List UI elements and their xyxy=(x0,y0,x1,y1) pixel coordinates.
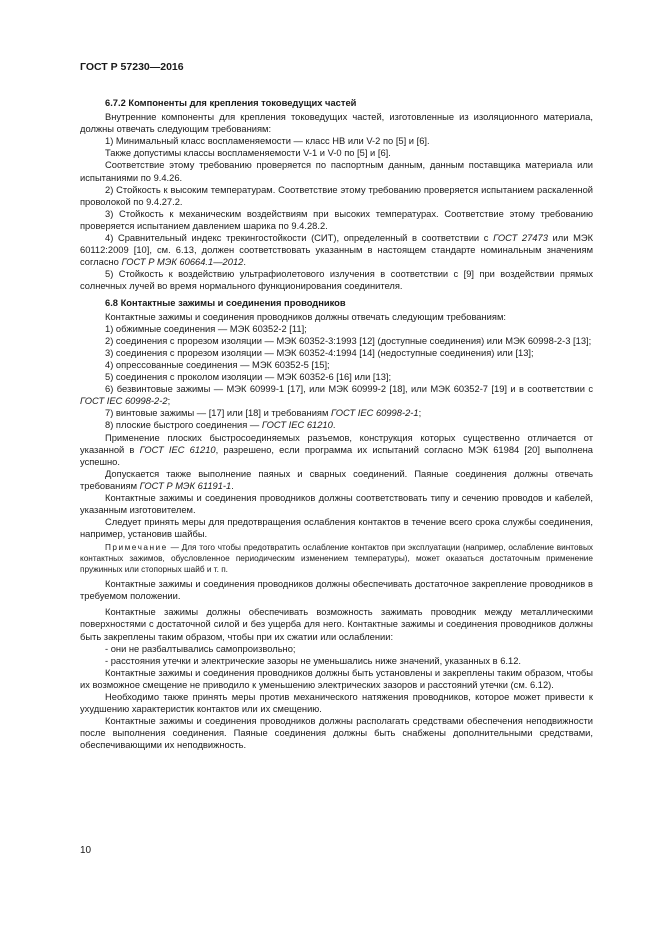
paragraph-text: 6.8 Контактные зажимы и соединения проводников xyxy=(105,297,346,308)
note-paragraph xyxy=(80,543,593,575)
paragraph xyxy=(80,643,593,655)
paragraph-text: 8) плоские быстрого соединения — xyxy=(105,420,262,431)
paragraph-text: Контактные зажимы должны обеспечивать возможность зажимать проводник между металлическими поверхностями с достаточной силой и без ущерба для него. Контактные зажимы и соединения проводников должны быть закреплены таким образом, чтобы при их сжатии или ослаблении: xyxy=(80,607,593,642)
paragraph-text: Контактные зажимы и соединения проводников должны соответствовать типу и сечению проводов и кабелей, указанным изготовителем. xyxy=(80,493,593,516)
paragraph xyxy=(80,208,593,232)
paragraph xyxy=(80,432,593,468)
paragraph xyxy=(80,492,593,516)
paragraph xyxy=(80,667,593,691)
standard-reference: ГОСТ IEC 60998-2-2 xyxy=(80,396,168,407)
paragraph-text: Необходимо также принять меры против механического натяжения проводников, которое может привести к ухудшению характеристик контактов или их смещению. xyxy=(80,692,593,715)
paragraph-text: ; xyxy=(418,408,422,419)
standard-reference: ГОСТ IEC 60998-2-1 xyxy=(331,408,419,419)
paragraph xyxy=(80,578,593,602)
paragraph xyxy=(80,407,593,419)
paragraph xyxy=(80,691,593,715)
section-heading xyxy=(80,97,593,109)
paragraph-text: 7) винтовые зажимы — [17] или [18] и требованиям xyxy=(105,408,332,419)
paragraph xyxy=(80,516,593,540)
standard-reference: ГОСТ IEC 61210 xyxy=(261,420,333,431)
paragraph xyxy=(80,371,593,383)
paragraph-text: Контактные зажимы и соединения проводников должны располагать средствами обеспечения неподвижности после выполнения соединения. Паяные соединения должны быть снабжены дополнительными средствами, обеспечивающими их неподвижность. xyxy=(80,716,593,751)
paragraph xyxy=(80,159,593,183)
page-number: 10 xyxy=(80,845,92,856)
paragraph-text: 3) Стойкость к механическим воздействиям при высоких температурах. Соответствие этому требованию проверяется испытанием давлением шарика по 9.4.28.2. xyxy=(80,208,593,231)
paragraph-text: Применение плоских быстросоединяемых разъемов, конструкция которых существенно отличается от указанной в xyxy=(80,432,593,455)
paragraph-text: 2) соединения с прорезом изоляции — МЭК 60352-3:1993 [12] (доступные соединения) или МЭК 60998-2-3 [13]; xyxy=(105,335,592,346)
paragraph xyxy=(80,311,593,323)
paragraph-text: Контактные зажимы и соединения проводников должны отвечать следующим требованиям: xyxy=(105,311,506,322)
paragraph xyxy=(80,232,593,268)
paragraph-text: Также допустимы классы воспламеняемости V-1 и V-0 по [5] и [6]. xyxy=(105,148,391,159)
paragraph-text: Контактные зажимы и соединения проводников должны быть установлены и закреплены таким образом, чтобы их возможное смещение не приводило к уменьшению электрических зазоров и расстояний утечки (см. 6.12). xyxy=(80,667,593,690)
paragraph-text: - расстояния утечки и электрические зазоры не уменьшались ниже значений, указанных в 6.12. xyxy=(105,655,521,666)
paragraph-text: 4) опрессованные соединения — МЭК 60352-5 [15]; xyxy=(105,359,330,370)
standard-reference: ГОСТ 27473 xyxy=(493,233,548,244)
standard-reference: ГОСТ IEC 61210 xyxy=(139,444,216,455)
paragraph-text: 1) обжимные соединения — МЭК 60352-2 [11]; xyxy=(105,323,307,334)
paragraph xyxy=(80,323,593,335)
paragraph xyxy=(80,135,593,147)
paragraph xyxy=(80,335,593,347)
paragraph xyxy=(80,359,593,371)
paragraph-text: Контактные зажимы и соединения проводников должны обеспечивать достаточное закрепление проводников в требуемом положении. xyxy=(80,579,593,602)
paragraph-text: 3) соединения с прорезом изоляции — МЭК 60352-4:1994 [14] (недоступные соединения) или [13]; xyxy=(105,347,534,358)
paragraph xyxy=(80,606,593,642)
document-header: ГОСТ Р 57230—2016 xyxy=(80,61,184,73)
paragraph-text: 6) безвинтовые зажимы — МЭК 60999-1 [17], или МЭК 60999-2 [18], или МЭК 60352-7 [19] и в соответствии с xyxy=(105,384,593,395)
paragraph xyxy=(80,184,593,208)
paragraph-text: - они не разбалтывались самопроизвольно; xyxy=(105,643,296,654)
standard-reference: ГОСТ Р МЭК 61191-1 xyxy=(139,480,232,491)
paragraph xyxy=(80,347,593,359)
paragraph xyxy=(80,111,593,135)
paragraph-text: 4) Сравнительный индекс трекингостойкости (СИТ), определенный в соответствии с xyxy=(105,233,494,244)
paragraph-text: Соответствие этому требованию проверяется по паспортным данным, данным поставщика материала или испытаниями по 9.4.26. xyxy=(80,160,593,183)
paragraph-text: 6.7.2 Компоненты для крепления токоведущих частей xyxy=(105,98,357,108)
paragraph-text: — Для того чтобы предотвратить ослабление контактов при эксплуатации (например, ослабление винтовых контактных зажимов, обусловленное периодическим изменением температуры), может оказаться достаточным применение пружинных или стопорных шайб и т. п. xyxy=(80,543,593,574)
paragraph-text: . xyxy=(231,480,234,491)
paragraph xyxy=(80,468,593,492)
section-heading xyxy=(80,297,593,309)
paragraph-text: , разрешено, если программа их испытаний согласно МЭК 61984 [20] выполнена успешно. xyxy=(80,444,594,467)
paragraph-text: . xyxy=(332,420,336,431)
paragraph-text: 5) Стойкость к воздействию ультрафиолетового излучения в соответствии с [9] при воздействии прямых солнечных лучей во время нормального функционирования соединителя. xyxy=(80,269,593,292)
paragraph-text: Следует принять меры для предотвращения ослабления контактов в течение всего срока службы соединения, например, установив шайбы. xyxy=(80,517,593,540)
paragraph-text: 2) Стойкость к высоким температурам. Соответствие этому требованию проверяется испытанием раскаленной проволокой по 9.4.27.2. xyxy=(80,184,593,207)
paragraph xyxy=(80,268,593,292)
paragraph-text: ; xyxy=(167,396,171,407)
paragraph-text: Допускается также выполнение паяных и сварных соединений. Паяные соединения должны отвечать требованиям xyxy=(80,468,593,491)
note-label: Примечание xyxy=(105,543,168,553)
paragraph-text: Внутренние компоненты для крепления токоведущих частей, изготовленные из изоляционного материала, должны отвечать следующим требованиям: xyxy=(80,112,593,135)
standard-reference: ГОСТ Р МЭК 60664.1—2012 xyxy=(121,257,244,268)
paragraph-text: 5) соединения с проколом изоляции — МЭК 60352-6 [16] или [13]; xyxy=(105,372,392,383)
paragraph-text: 1) Минимальный класс воспламеняемости — класс НВ или V-2 по [5] и [6]. xyxy=(105,136,430,147)
paragraph xyxy=(80,655,593,667)
paragraph-text: . xyxy=(243,257,246,268)
paragraph-text: или МЭК 60112:2009 [10], см. 6.13, должен соответствовать указанным в настоящем стандарте номинальным значениям согласно xyxy=(80,233,594,268)
paragraph xyxy=(80,715,593,751)
paragraph xyxy=(80,383,593,407)
paragraph xyxy=(80,419,593,431)
document-body xyxy=(80,93,593,751)
paragraph xyxy=(80,147,593,159)
